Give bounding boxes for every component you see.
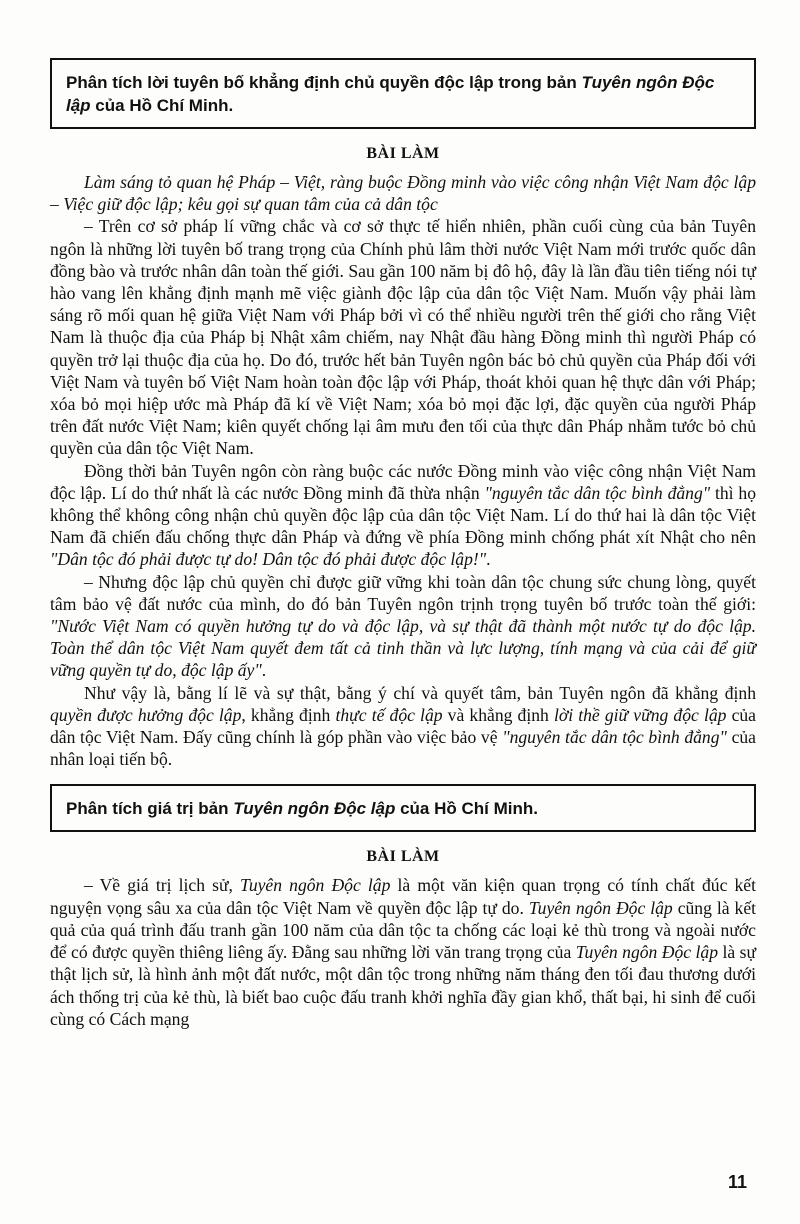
section2-title-italic: Tuyên ngôn Độc lập xyxy=(233,799,396,819)
page-number: 11 xyxy=(728,1172,748,1192)
section1-title-italic: Tuyên ngôn Độc lập xyxy=(66,73,715,115)
section2-title-box xyxy=(50,784,756,832)
section1-title-part1: Phân tích lời tuyên bố khẳng định chủ quyền độc lập trong bản xyxy=(66,73,577,92)
section2-heading: BÀI LÀM xyxy=(366,848,440,866)
section1-heading: BÀI LÀM xyxy=(366,145,440,162)
section1-paragraph-1: – Trên cơ sở pháp lí vững chắc và cơ sở thực tế hiển nhiên, phần cuối cùng của bản Tuyên ngôn là những lời tuyên bố trang trọng của Chính phủ lâm thời nước Việt Nam mới trước quốc dân đồng bào và trước nhân dân toàn thế giới. Sau gần 100 năm bị đô hộ, đây là lần đầu tiên tiếng nói tự hào vang lên khẳng định mạnh mẽ việc giành độc lập của dân tộc Việt Nam. Muốn vậy phải làm sáng rõ mối quan hệ giữa Việt Nam với Pháp bởi vì có thể nhiều người trên thế giới cho rằng Việt Nam là thuộc địa của Pháp bị Nhật xâm chiếm, nay Nhật đầu hàng Đồng minh thì người Pháp có quyền trở lại thuộc địa của họ. Do đó, trước hết bản Tuyên ngôn bác bỏ chủ quyền của Pháp đối với Việt Nam và tuyên bố Việt Nam hoàn toàn độc lập với Pháp, thoát khỏi quan hệ thực dân với Pháp; xóa bỏ mọi hiệp ước mà Pháp đã kí về Việt Nam; xóa bỏ mọi đặc lợi, đặc quyền của người Pháp trên đất nước Việt Nam; kiên quyết chống lại âm mưu đen tối của thực dân Pháp nhằm tước bỏ chủ quyền của dân tộc Việt Nam. xyxy=(50,216,756,459)
section1-title-box xyxy=(50,58,756,129)
section1-paragraph-3: – Nhưng độc lập chủ quyền chỉ được giữ vững khi toàn dân tộc chung sức chung lòng, quyết tâm bảo vệ đất nước của mình, do đó bản Tuyên ngôn trịnh trọng tuyên bố trước toàn thế giới: "Nước Việt Nam có quyền hưởng tự do và độc lập, và sự thật đã thành một nước tự do độc lập. Toàn thể dân tộc Việt Nam quyết đem tất cả tinh thần và lực lượng, tính mạng và của cải để giữ vững quyền tự do, độc lập ấy". xyxy=(50,571,756,681)
section1-intro: Làm sáng tỏ quan hệ Pháp – Việt, ràng buộc Đồng minh vào việc công nhận Việt Nam độc lập – Việc giữ độc lập; kêu gọi sự quan tâm của cả dân tộc xyxy=(50,172,756,215)
section2-title-part1: Phân tích giá trị bản xyxy=(66,799,229,819)
section1-paragraph-4: Như vậy là, bằng lí lẽ và sự thật, bằng ý chí và quyết tâm, bản Tuyên ngôn đã khẳng định quyền được hưởng độc lập, khẳng định thực tế độc lập và khẳng định lời thề giữ vững độc lập của dân tộc Việt Nam. Đấy cũng chính là góp phần vào việc bảo vệ "nguyên tắc dân tộc bình đẳng" của nhân loại tiến bộ. xyxy=(50,682,756,770)
section2-title-part2: của Hồ Chí Minh. xyxy=(400,799,538,819)
section2-paragraph-1: – Về giá trị lịch sử, Tuyên ngôn Độc lập là một văn kiện quan trọng có tính chất đúc kết nguyện vọng sâu xa của dân tộc Việt Nam về quyền độc lập tự do. Tuyên ngôn Độc lập cũng là kết quả của quá trình đấu tranh gần 100 năm của dân tộc ta chống các loại kẻ thù trong và ngoài nước để có được quyền thiêng liêng ấy. Đằng sau những lời văn trang trọng của Tuyên ngôn Độc lập là sự thật lịch sử, là hình ảnh một đất nước, một dân tộc trong những năm tháng đen tối đau thương dưới ách thống trị của kẻ thù, là biết bao cuộc đấu tranh khởi nghĩa đầy gian khổ, thất bại, hi sinh để cuối cùng có Cách mạng xyxy=(50,875,757,1029)
page-content xyxy=(50,58,756,1030)
section1-title-part2: của Hồ Chí Minh. xyxy=(95,96,234,115)
section1-paragraph-2: Đồng thời bản Tuyên ngôn còn ràng buộc các nước Đồng minh vào việc công nhận Việt Nam độc lập. Lí do thứ nhất là các nước Đồng minh đã thừa nhận "nguyên tắc dân tộc bình đẳng" thì họ không thể không công nhận chủ quyền độc lập của dân tộc Việt Nam. Lí do thứ hai là dân tộc Việt Nam đã chiến đấu chống thực dân Pháp và đứng về phía Đồng minh chống phát xít Nhật cho nên "Dân tộc đó phải được tự do! Dân tộc đó phải được độc lập!". xyxy=(50,460,756,570)
